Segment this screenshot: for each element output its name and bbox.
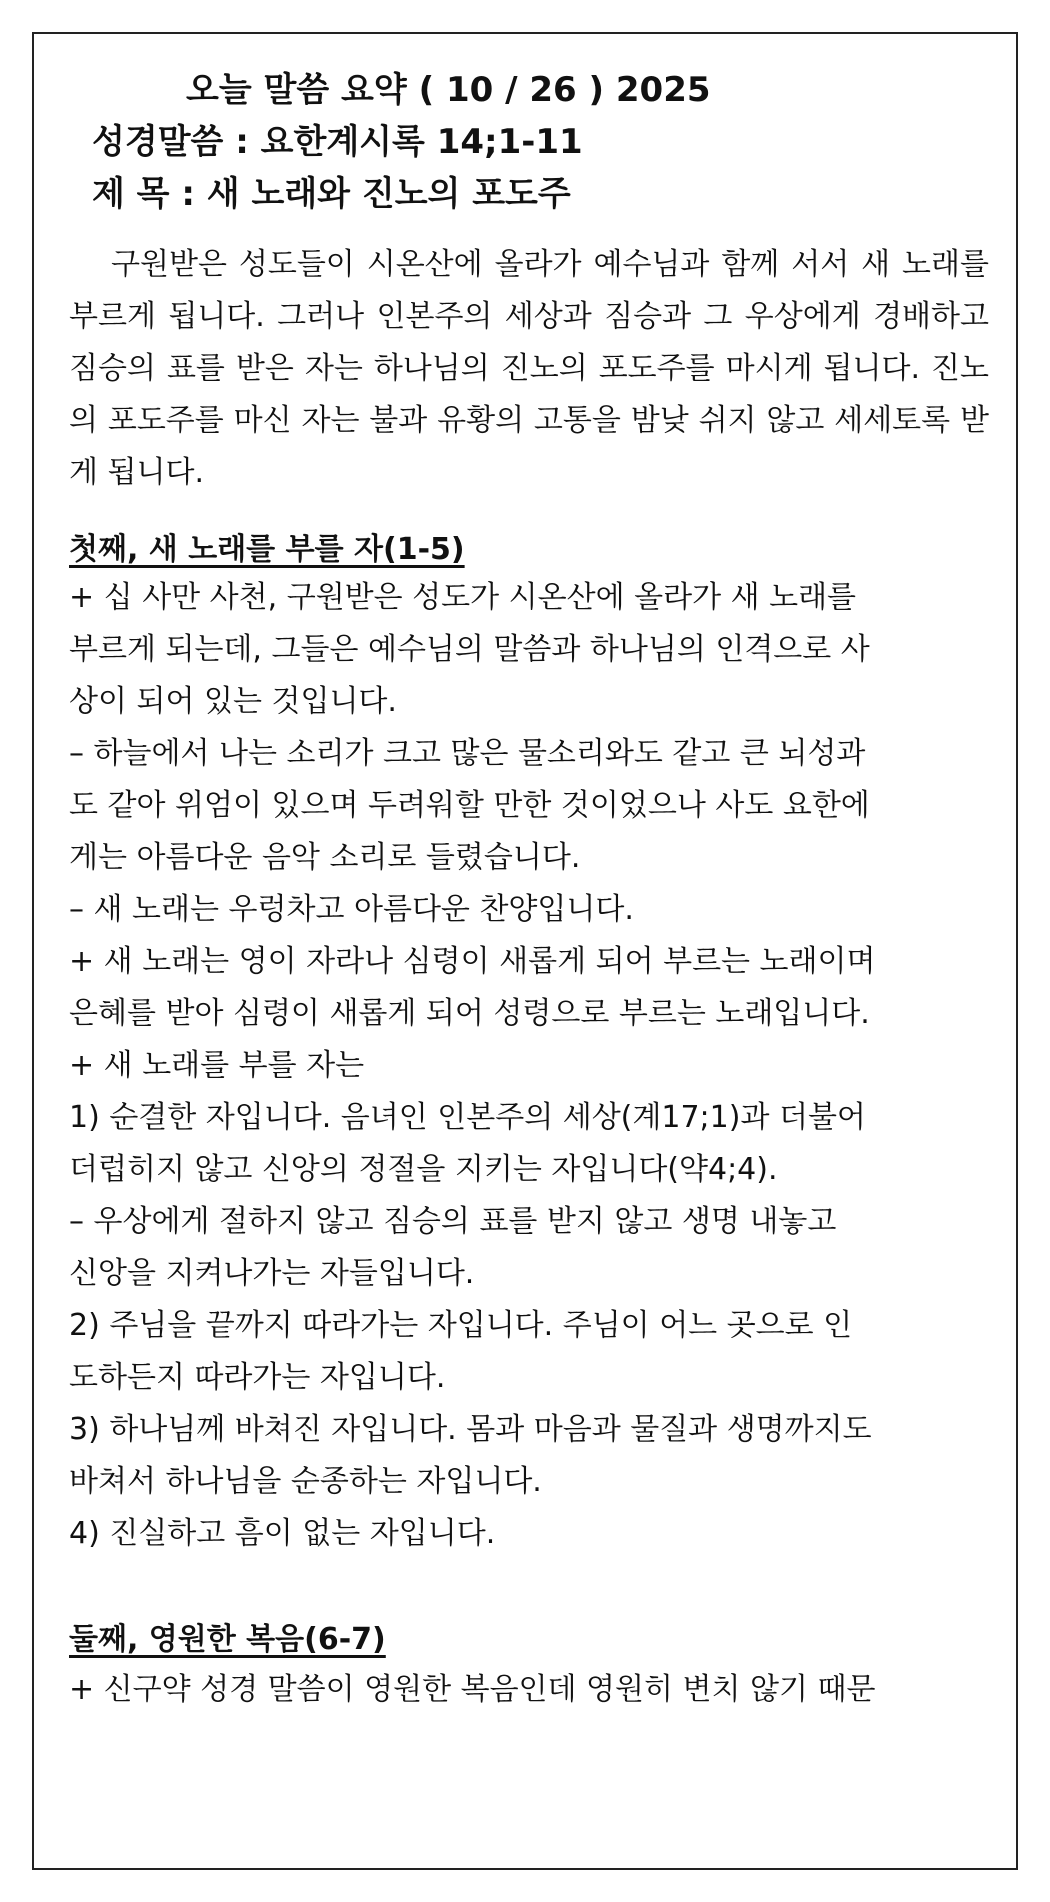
section-1-line: + 새 노래는 영이 자라나 심령이 새롭게 되어 부르는 노래이며 bbox=[69, 944, 876, 979]
section-1-line: 상이 되어 있는 것입니다. bbox=[69, 684, 397, 719]
section-1-line: 2) 주님을 끝까지 따라가는 자입니다. 주님이 어느 곳으로 인 bbox=[69, 1308, 853, 1343]
sermon-title: 오늘 말씀 요약 ( 10 / 26 ) 2025 bbox=[186, 70, 711, 110]
section-2-heading: 둘째, 영원한 복음(6-7) bbox=[69, 1622, 386, 1657]
section-1-heading: 첫째, 새 노래를 부를 자(1-5) bbox=[69, 532, 465, 567]
section-1-line: + 새 노래를 부를 자는 bbox=[69, 1048, 365, 1083]
section-1-line: 3) 하나님께 바쳐진 자입니다. 몸과 마음과 물질과 생명까지도 bbox=[69, 1412, 872, 1447]
document-frame bbox=[32, 32, 1018, 1870]
intro-text: 구원받은 성도들이 시온산에 올라가 예수님과 함께 서서 새 노래를 부르게 됩니다. 그러나 인본주의 세상과 짐승과 그 우상에게 경배하고 짐승의 표를 받은 자는 하나님의 진노의 포도주를 마시게 됩니다. 진노의 포도주를 마신 자는 불과 유황의 고통을 밤낮 쉬지 않고 세세토록 받게 됩니다. bbox=[69, 247, 989, 490]
section-1-line: – 하늘에서 나는 소리가 크고 많은 물소리와도 같고 큰 뇌성과 bbox=[69, 736, 866, 771]
section-1-line: 더럽히지 않고 신앙의 정절을 지키는 자입니다(약4;4). bbox=[69, 1152, 778, 1187]
section-1-line: 바쳐서 하나님을 순종하는 자입니다. bbox=[69, 1464, 542, 1499]
section-1-line: – 새 노래는 우렁차고 아름다운 찬양입니다. bbox=[69, 892, 634, 927]
section-1-line: 신앙을 지켜나가는 자들입니다. bbox=[69, 1256, 475, 1291]
section-1-line: + 십 사만 사천, 구원받은 성도가 시온산에 올라가 새 노래를 bbox=[69, 580, 857, 615]
intro-paragraph bbox=[69, 239, 989, 499]
section-1-line: 은혜를 받아 심령이 새롭게 되어 성령으로 부르는 노래입니다. bbox=[69, 996, 870, 1031]
section-1-line: 도 같아 위엄이 있으며 두려워할 만한 것이었으나 사도 요한에 bbox=[69, 788, 870, 823]
sermon-subject: 제 목 : 새 노래와 진노의 포도주 bbox=[92, 174, 571, 214]
scripture-reference: 성경말씀 : 요한계시록 14;1-11 bbox=[92, 122, 583, 162]
section-1-line: 부르게 되는데, 그들은 예수님의 말씀과 하나님의 인격으로 사 bbox=[69, 632, 870, 667]
section-1-line: – 우상에게 절하지 않고 짐승의 표를 받지 않고 생명 내놓고 bbox=[69, 1204, 837, 1239]
section-1-line: 게는 아름다운 음악 소리로 들렸습니다. bbox=[69, 840, 581, 875]
section-1-line: 도하든지 따라가는 자입니다. bbox=[69, 1360, 446, 1395]
section-1-line: 1) 순결한 자입니다. 음녀인 인본주의 세상(계17;1)과 더불어 bbox=[69, 1100, 866, 1135]
section-2-line: + 신구약 성경 말씀이 영원한 복음인데 영원히 변치 않기 때문 bbox=[69, 1672, 876, 1707]
section-1-line: 4) 진실하고 흠이 없는 자입니다. bbox=[69, 1516, 496, 1551]
